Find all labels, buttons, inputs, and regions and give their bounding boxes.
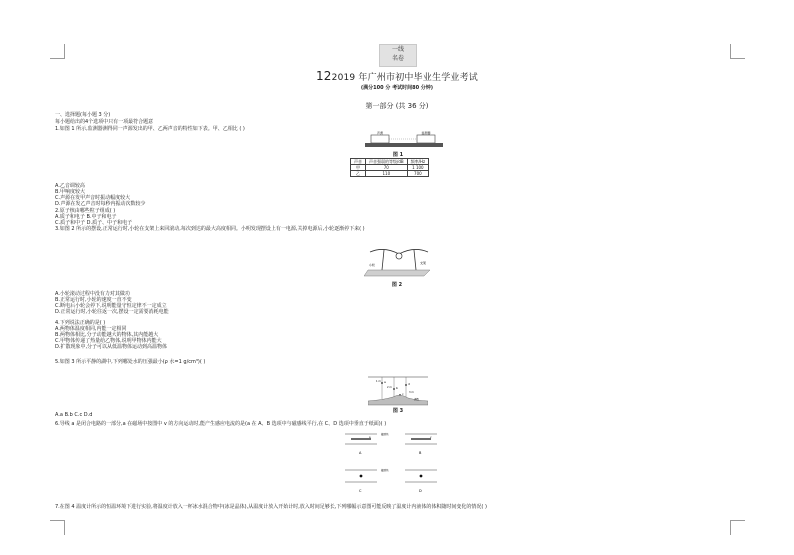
q4-option-b: B.两物体相比,分子动能越大的物体,其内能越大 — [55, 332, 159, 338]
option-d-label: D — [419, 489, 422, 493]
q5-options: A.a B.b C.c D.d — [55, 412, 93, 418]
depth-1m: 1 m — [376, 380, 381, 383]
question-5: 5.如图 3 所示平静的湖中,下列哪处水的压强最小(ρ 水=1 g/cm³)( ) — [55, 359, 206, 365]
depth-3m: 3 m — [409, 391, 414, 394]
q3-option-d: D.正常运行时,小轮往返一次,摆设一定需要消耗电能 — [55, 309, 169, 315]
table-header-cell: 声音 — [351, 159, 366, 165]
section-heading: 一、选择题(每小题 3 分) — [55, 112, 111, 118]
option-c-diagram — [345, 470, 377, 493]
question-1: 1.如图 1 所示,监测器测得同一声源发出的甲、乙两声音的特性如下表。甲、乙相比 ( ) — [55, 126, 245, 132]
crop-mark-bottom-right — [730, 520, 745, 535]
base-plate — [364, 270, 430, 276]
title-prefix: 12 — [315, 69, 332, 83]
q1-option-d: D.声源在发乙声音时每秒内振动次数较少 — [55, 201, 146, 207]
q2-options-ab: A.质子和电子 B.中子和电子 — [55, 214, 117, 220]
q3-option-c: C.断电后小轮会停下,说明能量守恒定律不一定成立 — [55, 303, 167, 309]
q4-option-a: A.两物体温度相同,内能一定相同 — [55, 326, 127, 332]
wire-a — [360, 475, 363, 478]
stamp-line-2: 名卷 — [391, 55, 404, 62]
crop-mark-top-left — [50, 44, 65, 59]
label-a: a — [384, 380, 386, 384]
q4-option-c: C.甲物体传递了热量给乙物体,说明甲物体内能大 — [55, 338, 162, 344]
sound-data-table — [350, 158, 429, 177]
wire-label: a — [369, 436, 371, 439]
question-6: 6.导线 a 是闭合电路的一部分,a 在磁场中按图中 v 的方向运动时,能产生感应电流的是(a 在 A、B 选项中与磁感线平行,在 C、D 选项中垂直于纸面)( ) — [55, 421, 387, 427]
figure-3-drawing — [368, 373, 428, 407]
velocity-label: v — [430, 436, 432, 439]
q2-options-cd: C.质子和中子 D.质子、中子和电子 — [55, 220, 133, 226]
q1-option-b: B.甲响度较大 — [55, 189, 86, 195]
figure-3-caption: 图 3 — [392, 408, 404, 414]
bench — [365, 143, 443, 147]
label-c: c — [402, 392, 404, 396]
option-d-diagram — [405, 470, 437, 493]
question-7: 7.在图 4 温度计所示的恒温环境下进行实验,将温度计放入一杯冰水混合物中(冰是晶体),从温度计放入开始计时,放入时间足够长,下列哪幅示意图可能反映了温度计内液体的体积随时间变化的情况( ) — [55, 504, 487, 510]
source-label: 声源 — [376, 131, 384, 135]
option-b-label: B — [419, 451, 422, 455]
table-cell: 甲 — [351, 165, 366, 171]
lake-bed-label: 湖底 — [414, 398, 420, 401]
question-2: 2.原子核由哪些粒子组成( ) — [55, 208, 116, 214]
crop-mark-bottom-left — [50, 520, 65, 535]
figure-2-caption: 图 2 — [391, 282, 403, 288]
field-label: 磁感线 — [381, 433, 389, 436]
table-cell: 110 — [366, 171, 408, 177]
point-d — [405, 384, 407, 386]
wire-a — [420, 475, 423, 478]
table-header-cell: 频率/Hz — [407, 159, 428, 165]
field-label: 磁感线 — [381, 469, 389, 472]
title-main: 2019 年广州市初中毕业生学业考试 — [331, 73, 479, 83]
support-label: 支架 — [420, 261, 427, 265]
option-a-diagram — [345, 434, 377, 455]
support-leg-right — [414, 250, 416, 270]
table-row — [351, 171, 429, 177]
q3-option-a: A.小轮滚动过程中没有力对其做功 — [55, 291, 130, 297]
part-heading: 第一部分 (共 36 分) — [365, 102, 429, 110]
question-3: 3.如图 2 所示的摆设,正常运行时,小轮在支架上来回滚动,每次到达的最大高度相同。小明发现摆设上有一电源,关掉电源后,小轮逐渐停下来( ) — [55, 226, 365, 232]
monitor-label: 监测器 — [421, 131, 431, 135]
logo-stamp — [379, 44, 417, 67]
table-cell: 乙 — [351, 171, 366, 177]
figure-6-drawing — [345, 430, 445, 502]
q4-option-d: D.扩散现象中,分子可以从低温物体运动到高温物体 — [55, 344, 168, 350]
option-a-label: A — [359, 451, 362, 455]
point-a — [381, 382, 383, 384]
depth-2m: 2 m — [387, 386, 392, 389]
crop-mark-top-right — [730, 44, 745, 59]
point-b — [393, 388, 395, 390]
stamp-line-1: 一线 — [391, 46, 404, 53]
table-header-cell: 声音强弱的等级/dB — [366, 159, 408, 165]
table-cell: 700 — [407, 171, 428, 177]
q1-option-c: C.声源在发甲声音时振动幅度较大 — [55, 195, 131, 201]
q1-option-a: A.乙音调较高 — [55, 183, 85, 189]
sound-source-box — [371, 135, 389, 143]
q3-option-b: B.正常运行时,小轮的速度一直不变 — [55, 297, 132, 303]
figure-1-drawing — [365, 131, 445, 153]
small-wheel — [396, 253, 402, 259]
figure-1-caption: 图 1 — [392, 152, 404, 158]
label-d: d — [408, 382, 410, 386]
option-b-diagram — [405, 434, 437, 455]
figure-2-drawing — [364, 244, 434, 278]
support-leg-left — [382, 250, 384, 270]
table-cell: 70 — [366, 165, 408, 171]
label-b: b — [396, 386, 398, 390]
exam-subtitle: (满分100 分 考试时间80 分钟) — [360, 85, 434, 91]
question-4: 4.下列说法正确的是( ) — [55, 320, 106, 326]
monitor-box — [417, 135, 435, 143]
option-c-label: C — [359, 489, 362, 493]
table-cell: 1 100 — [407, 165, 428, 171]
exam-title — [0, 69, 794, 83]
wheel-label: 小轮 — [369, 263, 376, 267]
section-instruction: 每小题给出的4个选项中只有一项最符合题意 — [55, 119, 154, 125]
